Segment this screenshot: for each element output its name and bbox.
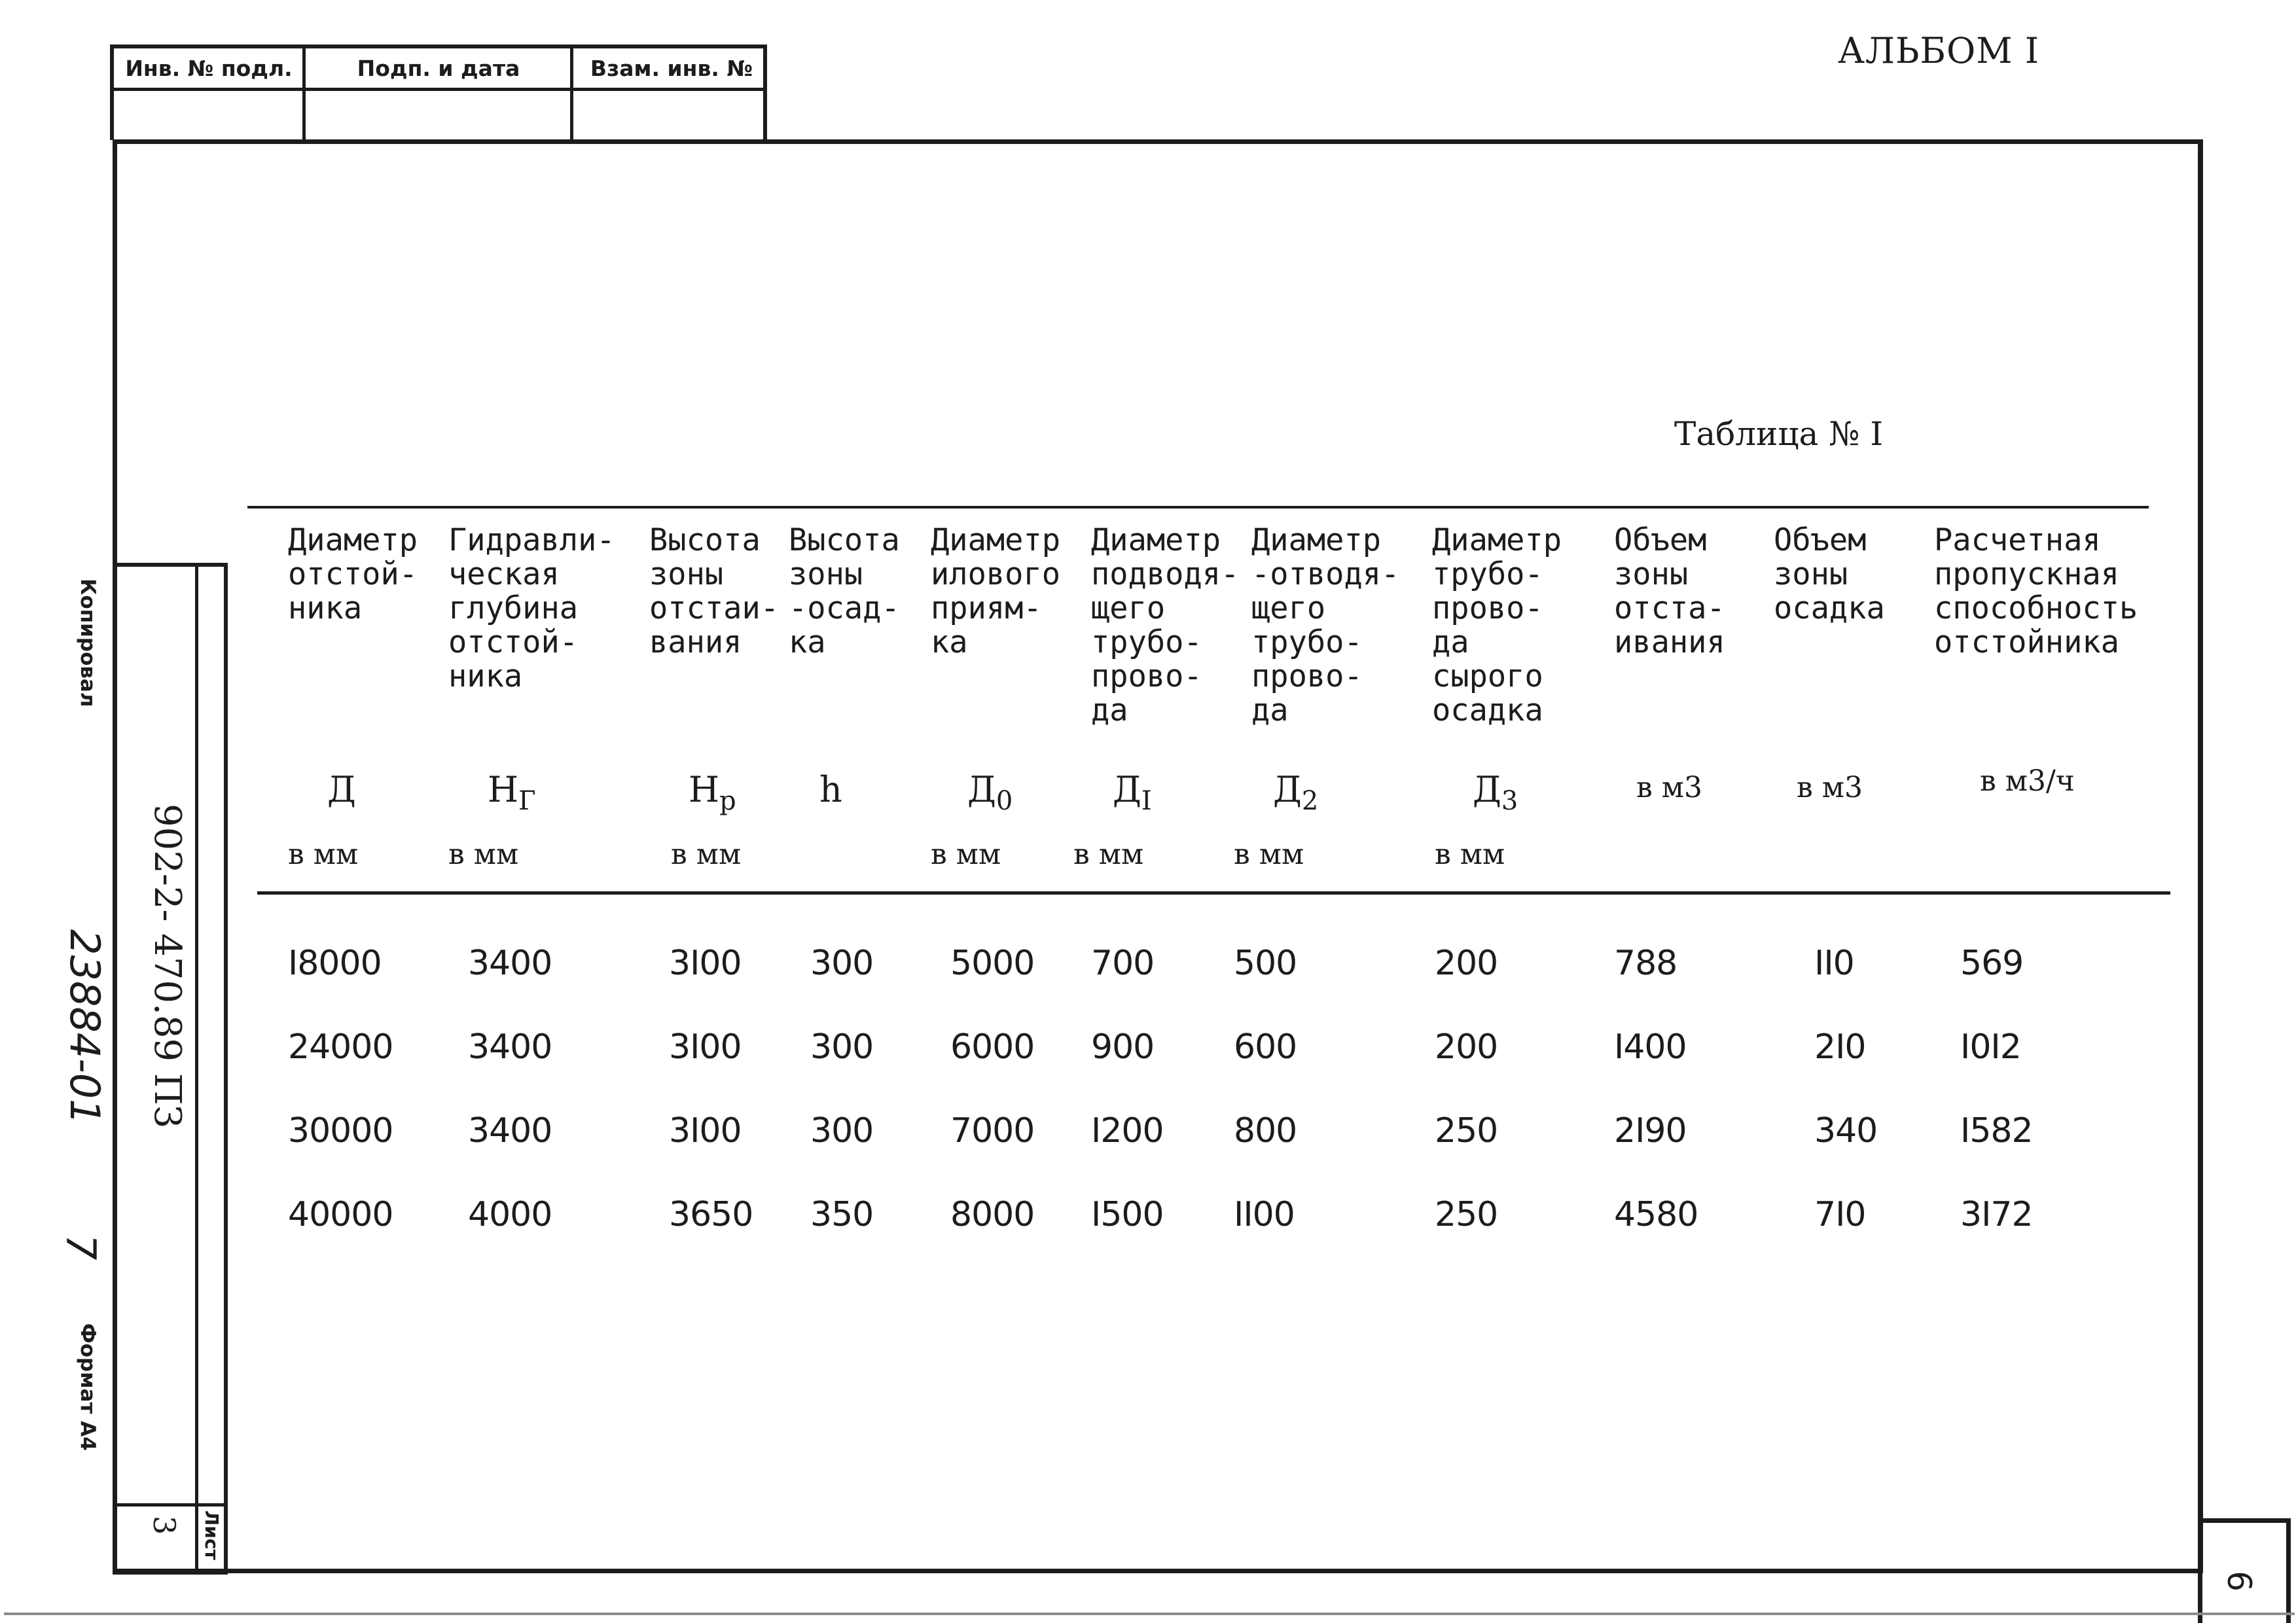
symbol-subscript: Г — [518, 786, 536, 816]
stamp-divider — [302, 48, 306, 140]
table-cell: 3400 — [468, 1027, 552, 1067]
table-cell: 6000 — [950, 1027, 1035, 1067]
sheet-label: Лист — [201, 1510, 223, 1560]
stamp-divider — [570, 48, 573, 140]
copied-label: Копировал — [76, 579, 99, 707]
column-header: Расчетная пропускная способность отстойника — [1934, 522, 2138, 660]
table-cell: 2I0 — [1814, 1027, 1866, 1067]
stamp-inv-no: Инв. № подл. — [125, 55, 293, 81]
title-block — [113, 563, 228, 1575]
table-cell: 3650 — [669, 1195, 753, 1234]
column-header: Объем зоны отста- ивания — [1614, 522, 1725, 660]
drawing-frame — [113, 139, 2203, 1573]
table-cell: 200 — [1435, 944, 1498, 983]
table-cell: I8000 — [288, 944, 382, 983]
symbol-base: h — [819, 769, 842, 810]
symbol-subscript: I — [1141, 786, 1152, 816]
symbol-subscript: 0 — [996, 786, 1013, 816]
table-cell: 8000 — [950, 1195, 1035, 1234]
column-unit: в мм — [288, 838, 359, 871]
table-cell: 3I00 — [669, 944, 742, 983]
symbol-subscript: 3 — [1501, 786, 1518, 816]
symbol-base: Н — [488, 769, 519, 810]
symbol-base: Д — [1273, 769, 1302, 810]
column-symbol — [967, 769, 1013, 816]
table-top-rule — [247, 506, 2149, 508]
table-cell: 3I72 — [1960, 1195, 2033, 1234]
title-block-divider — [195, 567, 198, 1571]
column-unit: в м3 — [1636, 771, 1702, 804]
column-unit: в м3/ч — [1980, 764, 2075, 798]
table-caption: Таблица № I — [1674, 415, 1884, 453]
table-cell: 300 — [810, 1111, 874, 1150]
table-cell: II0 — [1814, 944, 1854, 983]
column-header: Объем зоны осадка — [1774, 522, 1885, 626]
table-cell: I500 — [1091, 1195, 1164, 1234]
table-cell: II00 — [1234, 1195, 1295, 1234]
table-cell: I200 — [1091, 1111, 1164, 1150]
column-symbol — [819, 769, 842, 810]
table-cell: 7I0 — [1814, 1195, 1866, 1234]
table-cell: 24000 — [288, 1027, 393, 1067]
symbol-base: Д — [1113, 769, 1141, 810]
column-unit: в мм — [671, 838, 742, 871]
table-cell: I582 — [1960, 1111, 2033, 1150]
table-header-rule — [257, 891, 2170, 895]
column-symbol — [689, 769, 736, 816]
column-symbol — [488, 769, 536, 816]
symbol-subscript: 2 — [1301, 786, 1319, 816]
album-label: АЛЬБОМ I — [1838, 30, 2040, 71]
column-header: Диаметр -отводя- щего трубо- прово- да — [1251, 522, 1400, 728]
column-symbol — [1473, 769, 1518, 816]
column-header: Диаметр подводя- щего трубо- прово- да — [1091, 522, 1240, 728]
table-cell: I400 — [1614, 1027, 1687, 1067]
stamp-sign-date: Подп. и дата — [357, 55, 520, 81]
bottom-rule — [4, 1613, 2295, 1615]
table-cell: 2I90 — [1614, 1111, 1687, 1150]
column-unit: в мм — [1435, 838, 1505, 871]
column-unit: в м3 — [1797, 771, 1863, 804]
table-cell: 700 — [1091, 944, 1155, 983]
column-unit: в мм — [931, 838, 1001, 871]
table-cell: 200 — [1435, 1027, 1498, 1067]
table-cell: 569 — [1960, 944, 2024, 983]
approval-stamp — [110, 45, 767, 140]
symbol-base: Д — [327, 769, 356, 810]
format-label: Формат А4 — [76, 1323, 99, 1451]
table-cell: 250 — [1435, 1195, 1498, 1234]
column-unit: в мм — [1234, 838, 1304, 871]
symbol-base: Д — [967, 769, 996, 810]
table-cell: 3400 — [468, 944, 552, 983]
table-cell: 788 — [1614, 944, 1677, 983]
sheet-number: 3 — [147, 1516, 182, 1535]
table-cell: 3I00 — [669, 1111, 742, 1150]
column-unit: в мм — [1073, 838, 1144, 871]
column-header: Диаметр илового приям- ка — [931, 522, 1061, 660]
page-number-box — [2198, 1518, 2291, 1623]
page-order-number: 7 — [57, 1234, 105, 1260]
table-cell: 800 — [1234, 1111, 1297, 1150]
symbol-base: Н — [689, 769, 720, 810]
table-cell: 3400 — [468, 1111, 552, 1150]
column-symbol — [327, 769, 356, 810]
table-cell: 3I00 — [669, 1027, 742, 1067]
table-cell: 300 — [810, 944, 874, 983]
column-symbol — [1273, 769, 1318, 816]
table-cell: 340 — [1814, 1111, 1878, 1150]
symbol-subscript: р — [719, 786, 736, 816]
column-header: Высота зоны -осад- ка — [789, 522, 900, 660]
column-symbol — [1113, 769, 1152, 816]
table-cell: 4000 — [468, 1195, 552, 1234]
title-block-divider — [117, 1503, 224, 1507]
table-cell: 600 — [1234, 1027, 1297, 1067]
column-header: Высота зоны отстаи- вания — [649, 522, 780, 660]
table-cell: 40000 — [288, 1195, 393, 1234]
table-cell: 500 — [1234, 944, 1297, 983]
column-header: Диаметр отстой- ника — [288, 522, 418, 626]
table-cell: 250 — [1435, 1111, 1498, 1150]
column-header: Диаметр трубо- прово- да сырого осадка — [1432, 522, 1562, 728]
symbol-base: Д — [1473, 769, 1501, 810]
table-cell: 30000 — [288, 1111, 393, 1150]
table-cell: 5000 — [950, 944, 1035, 983]
table-cell: 7000 — [950, 1111, 1035, 1150]
table-cell: I0I2 — [1960, 1027, 2021, 1067]
table-cell: 4580 — [1614, 1195, 1698, 1234]
page-number: 9 — [2222, 1571, 2260, 1592]
order-number: 23884-01 — [61, 929, 109, 1125]
table-cell: 300 — [810, 1027, 874, 1067]
stamp-header-row — [114, 48, 763, 91]
column-unit: в мм — [448, 838, 519, 871]
stamp-replace-inv: Взам. инв. № — [590, 55, 753, 81]
table-cell: 900 — [1091, 1027, 1155, 1067]
doc-code: 902-2- 470.89 ПЗ — [146, 804, 188, 1128]
table-cell: 350 — [810, 1195, 874, 1234]
column-header: Гидравли- ческая глубина отстой- ника — [448, 522, 615, 694]
